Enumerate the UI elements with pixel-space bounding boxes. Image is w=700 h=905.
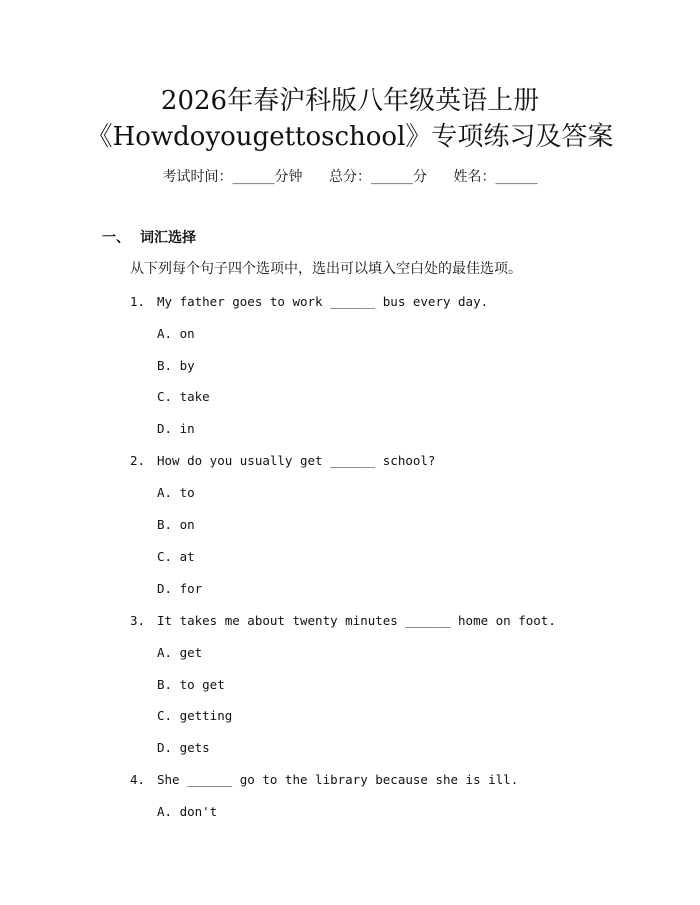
option-2c: C. at	[157, 549, 195, 564]
question-4	[130, 771, 518, 789]
option-1a: A. on	[157, 326, 195, 341]
question-number: 2.	[130, 453, 146, 468]
question-number: 3.	[130, 613, 146, 628]
section-number: 一、	[102, 230, 130, 246]
option-3a: A. get	[157, 645, 203, 660]
question-text: She ______ go to the library because she is ill.	[157, 772, 519, 787]
option-2d: D. for	[157, 581, 203, 596]
question-text: My father goes to work ______ bus every day.	[157, 294, 489, 309]
section-instruction: 从下列每个句子四个选项中，选出可以填入空白处的最佳选项。	[130, 261, 522, 277]
option-1b: B. by	[157, 358, 195, 373]
option-2b: B. on	[157, 517, 195, 532]
option-3c: C. getting	[157, 708, 233, 723]
document-title-line1: 2026年春沪科版八年级英语上册	[160, 86, 540, 116]
question-1	[130, 293, 488, 311]
exam-info	[0, 167, 700, 187]
question-number: 1.	[130, 294, 146, 309]
option-2a: A. to	[157, 485, 195, 500]
exam-total-score: 总分：______分	[329, 169, 427, 185]
exam-time: 考试时间：______分钟	[162, 169, 303, 185]
section-title: 词汇选择	[140, 230, 196, 246]
option-3b: B. to get	[157, 677, 225, 692]
question-3	[130, 612, 556, 630]
document-title-line2: 《Howdoyougettoschool》专项练习及答案	[86, 122, 614, 152]
exam-name: 姓名：______	[453, 169, 538, 185]
question-text: How do you usually get ______ school?	[157, 453, 436, 468]
option-1d: D. in	[157, 421, 195, 436]
question-text: It takes me about twenty minutes ______ home on foot.	[157, 613, 556, 628]
option-1c: C. take	[157, 389, 210, 404]
option-4a: A. don't	[157, 804, 218, 819]
question-number: 4.	[130, 772, 146, 787]
question-2	[130, 452, 435, 470]
section-heading	[102, 228, 196, 248]
option-3d: D. gets	[157, 740, 210, 755]
